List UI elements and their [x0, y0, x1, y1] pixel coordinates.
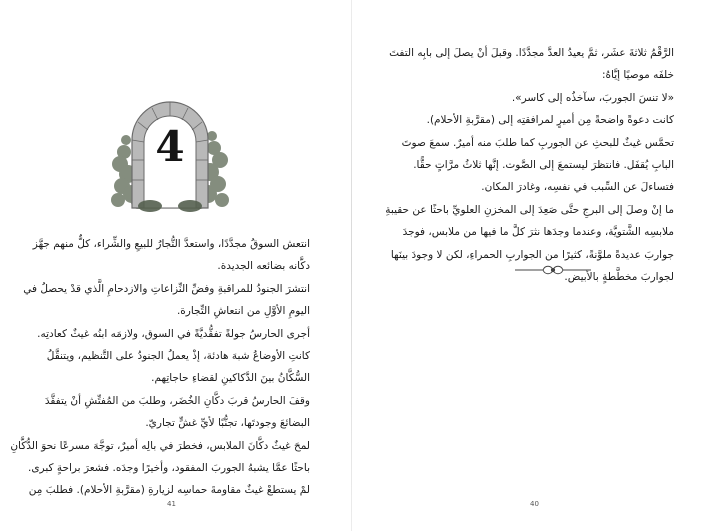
text-line: لمحَ غيثٌ دكَّانَ الملابس، فخطرَ في بالِه أميرٌ، توجَّهَ مسرعًا نحوَ الدُّكَّانِ: [10, 439, 310, 452]
text-line: السُّكَّانُ بينَ الدَّكاكينِ لقضاءِ حاجاتِهم.: [151, 372, 310, 385]
text-line: انتعش السوقُ مجدَّدًا، واستعدَّ التُّجارُ للبيعِ والشِّراء، كلٌّ منهم جهَّز: [32, 238, 310, 250]
text-line: خلفَه موصيًا إيَّاهُ:: [602, 69, 674, 82]
text-line: كانتِ الأوضاعُ شبهَ هادئة، إذْ يعملُ الجنودُ على التَّنظيم، ويتنقَّلُ: [46, 350, 310, 363]
right-page-text: [385, 42, 674, 288]
page-number-left: 41: [167, 500, 176, 508]
chapter-illustration: [110, 82, 230, 214]
divider-ornament-icon: [513, 262, 593, 278]
text-line: جواربَ عديدةً ملوَّنةً، كثيرًا من الجواربِ الحمراءِ، لكن لا وجودَ بينَها: [390, 248, 674, 261]
page-number-right: 40: [530, 500, 539, 508]
left-page: [0, 0, 351, 531]
text-line: ملابسِه الشَّتويَّة، وعندما وجدَها نثرَ كلَّ ما فيها من ملابس، فوجدَ: [402, 226, 674, 239]
text-line: البضائعَ وجودتَها، تجنُّبًا لأيِّ غشٍّ تجاريّ.: [145, 417, 310, 430]
text-line: وقفَ الحارسُ قربَ دكَّانِ الخُضَر، وطلبَ من المُفتِّشِ أنْ يتفقَّدَ: [44, 394, 310, 407]
text-line: لمْ يستطعْ غيثٌ مقاومةَ حماسِه لزيارةِ (مقرَّبةِ الأحلام). فطلبَ مِن: [28, 484, 310, 497]
text-line: الرَّقْمُ ثلاثةَ عشَر، ثمَّ يعيدُ العدَّ مجدَّدًا. وقبلَ أنْ يصلَ إلى بابِه التفتَ: [389, 47, 674, 59]
text-line: باحثًا عمَّا يشبهُ الجوربَ المفقود، وأخيرًا وجدَه. فشعرَ براحةٍ كبرى.: [28, 462, 310, 475]
text-line: انتشرَ الجنودُ للمراقبةِ وفضِّ النِّزاعاتِ والازدحامِ الَّذي قدْ يحصلُ في: [23, 282, 310, 295]
text-line: ما إنْ وصلَ إلى البرجِ حتَّى صَعِدَ إلى المخزنِ العلويِّ باحثًا عن حقيبةِ: [385, 203, 674, 216]
text-line: البابِ يُقفَل. فانتظرَ ليستمعَ إلى الصَّوت. إنَّها ثلاثُ مرَّاتٍ حقًّا.: [413, 159, 674, 172]
left-page-text: [10, 233, 310, 502]
text-line: تحمَّس غيثٌ للبحثِ عن الجوربِ كما طلبَ منه أميرٌ. سمعَ صوتَ: [401, 136, 674, 149]
text-line: اليومِ الأوَّلِ من انتعاشِ التِّجارة.: [176, 305, 310, 318]
text-line: فتساءلَ عن السِّبب في نفسِه، وغادرَ المكان.: [481, 181, 674, 194]
text-line: أجرى الحارسُ جولةً تفقُّديَّةً في السوق، ولازمَه ابنُه غيثٌ كعادتِه.: [37, 327, 310, 340]
chapter-number: 4: [155, 122, 185, 171]
text-line: «لا تنسَ الجوربَ، سآخذُه إلى كاسر».: [511, 91, 674, 104]
text-line: لجواربَ مخطَّطةٍ بالأبيض.: [564, 271, 674, 284]
text-line: كانت دعوةً واضحةً مِن أميرٍ لمرافقتِه إلى (مقرَّبةِ الأحلام).: [426, 114, 674, 127]
text-line: دكَّانه بضائعه الجديدة.: [217, 260, 310, 273]
